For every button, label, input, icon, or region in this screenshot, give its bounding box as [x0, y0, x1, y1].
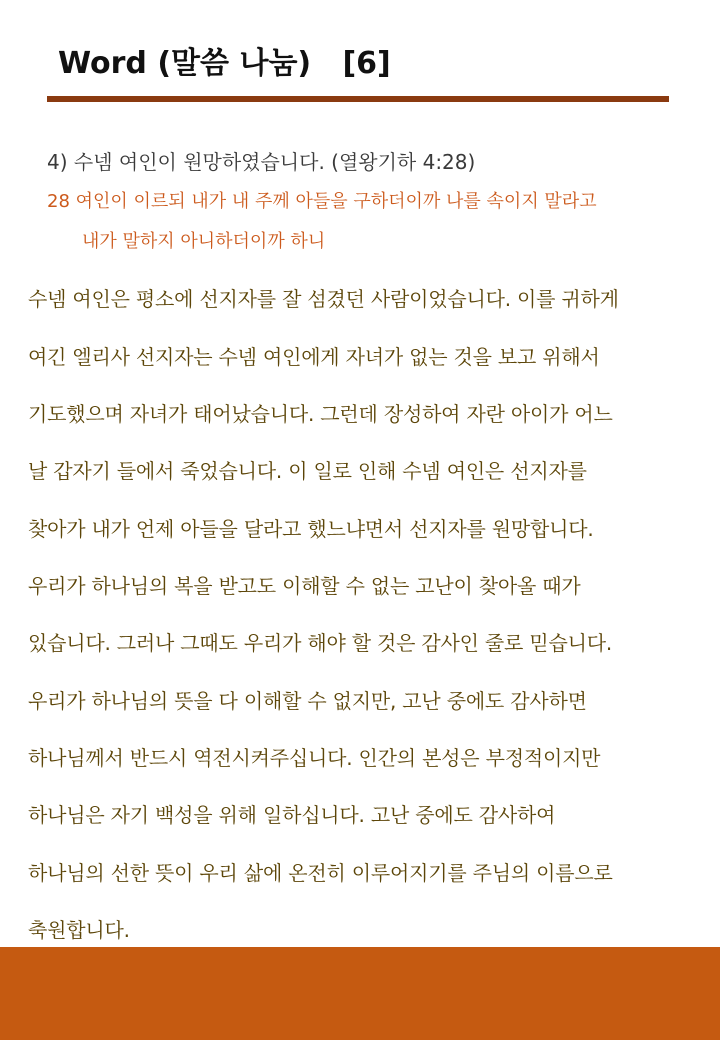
- verse-line-1: 28 여인이 이르되 내가 내 주께 아들을 구하더이까 나를 속이지 말라고: [47, 191, 597, 212]
- body-line-3: 기도했으며 자녀가 태어났습니다. 그런데 장성하여 자란 아이가 어느: [28, 402, 613, 426]
- body-line-10: 하나님은 자기 백성을 위해 일하십니다. 고난 중에도 감사하여: [28, 803, 556, 827]
- footer-band: [0, 947, 720, 1040]
- body-line-6: 우리가 하나님의 복을 받고도 이해할 수 없는 고난이 찾아올 때가: [28, 574, 581, 598]
- body-line-9: 하나님께서 반드시 역전시켜주십니다. 인간의 본성은 부정적이지만: [28, 746, 601, 770]
- verse-line-2: 내가 말하지 아니하더이까 하니: [82, 231, 326, 252]
- body-line-5: 찾아가 내가 언제 아들을 달라고 했느냐면서 선지자를 원망합니다.: [28, 517, 594, 541]
- body-line-7: 있습니다. 그러나 그때도 우리가 해야 할 것은 감사인 줄로 믿습니다.: [28, 631, 612, 655]
- body-line-2: 여긴 엘리사 선지자는 수넴 여인에게 자녀가 없는 것을 보고 위해서: [28, 345, 600, 369]
- body-line-11: 하나님의 선한 뜻이 우리 삶에 온전히 이루어지기를 주님의 이름으로: [28, 861, 613, 885]
- body-line-12: 축원합니다.: [28, 918, 130, 942]
- body-line-1: 수넴 여인은 평소에 선지자를 잘 섬겼던 사람이었습니다. 이를 귀하게: [28, 287, 619, 311]
- scripture-reference-heading: 4) 수넴 여인이 원망하였습니다. (열왕기하 4:28): [47, 150, 476, 174]
- body-line-8: 우리가 하나님의 뜻을 다 이해할 수 없지만, 고난 중에도 감사하면: [28, 689, 587, 713]
- page-title: Word (말씀 나눔) [6]: [58, 46, 391, 81]
- body-line-4: 날 갑자기 들에서 죽었습니다. 이 일로 인해 수넴 여인은 선지자를: [28, 459, 587, 483]
- title-underline-divider: [47, 96, 669, 102]
